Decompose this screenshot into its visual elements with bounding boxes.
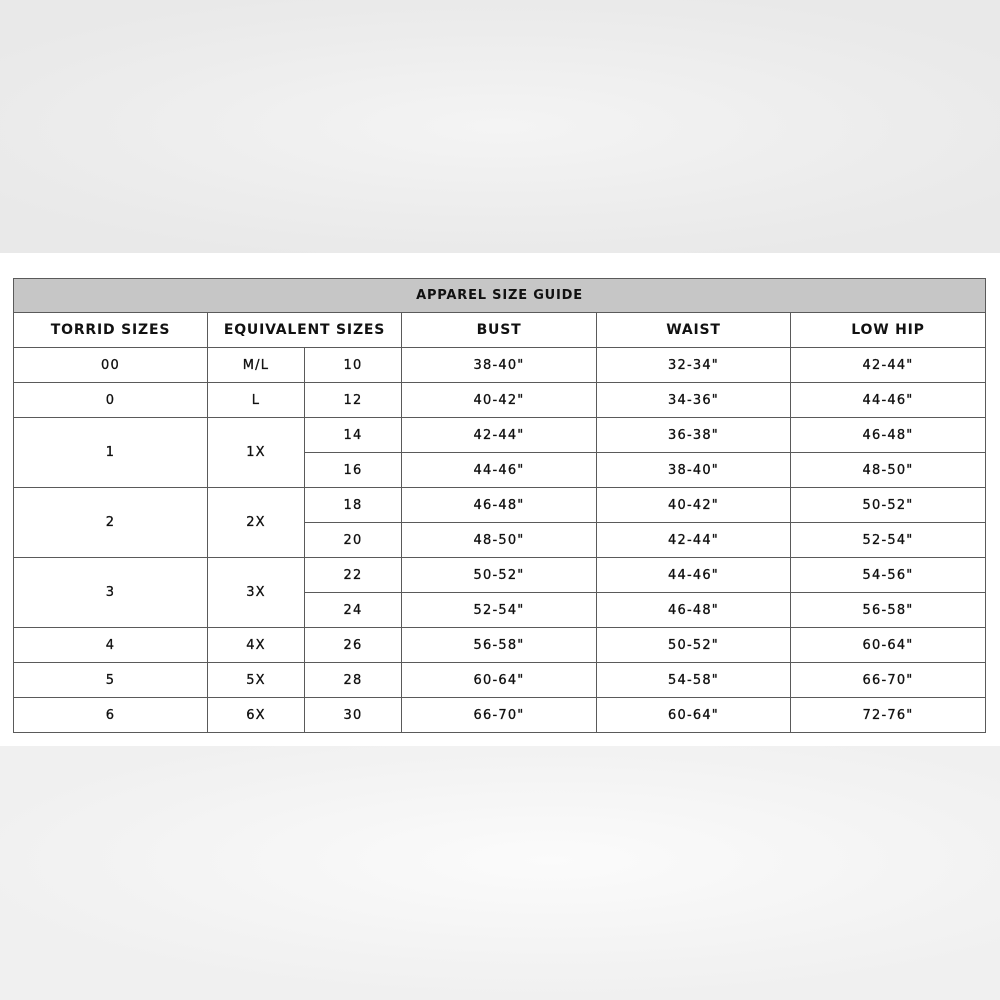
bust-cell: 44-46" [402, 453, 597, 488]
equivalent-size-cell: 4X [208, 628, 305, 663]
numeric-size-cell: 22 [305, 558, 402, 593]
numeric-size-cell: 20 [305, 523, 402, 558]
low-hip-cell: 66-70" [791, 663, 986, 698]
equivalent-size-cell: 1X [208, 418, 305, 488]
torrid-size-cell: 00 [14, 348, 208, 383]
bust-cell: 66-70" [402, 698, 597, 733]
bust-cell: 40-42" [402, 383, 597, 418]
waist-cell: 34-36" [597, 383, 791, 418]
low-hip-cell: 50-52" [791, 488, 986, 523]
size-table-body [14, 348, 986, 733]
header-low-hip: LOW HIP [791, 313, 986, 348]
header-waist: WAIST [597, 313, 791, 348]
bust-cell: 48-50" [402, 523, 597, 558]
table-row [14, 383, 986, 418]
numeric-size-cell: 12 [305, 383, 402, 418]
waist-cell: 44-46" [597, 558, 791, 593]
equivalent-size-cell: 5X [208, 663, 305, 698]
torrid-size-cell: 0 [14, 383, 208, 418]
torrid-size-cell: 3 [14, 558, 208, 628]
low-hip-cell: 56-58" [791, 593, 986, 628]
bust-cell: 50-52" [402, 558, 597, 593]
torrid-size-cell: 6 [14, 698, 208, 733]
bust-cell: 38-40" [402, 348, 597, 383]
numeric-size-cell: 26 [305, 628, 402, 663]
waist-cell: 54-58" [597, 663, 791, 698]
torrid-size-cell: 4 [14, 628, 208, 663]
table-row [14, 418, 986, 453]
bust-cell: 56-58" [402, 628, 597, 663]
waist-cell: 42-44" [597, 523, 791, 558]
equivalent-size-cell: M/L [208, 348, 305, 383]
numeric-size-cell: 30 [305, 698, 402, 733]
low-hip-cell: 44-46" [791, 383, 986, 418]
table-row [14, 488, 986, 523]
table-row [14, 698, 986, 733]
title-row [14, 279, 986, 313]
low-hip-cell: 42-44" [791, 348, 986, 383]
waist-cell: 32-34" [597, 348, 791, 383]
low-hip-cell: 46-48" [791, 418, 986, 453]
torrid-size-cell: 1 [14, 418, 208, 488]
top-background [0, 0, 1000, 253]
waist-cell: 50-52" [597, 628, 791, 663]
size-guide-table [13, 278, 986, 733]
waist-cell: 40-42" [597, 488, 791, 523]
header-equivalent-sizes: EQUIVALENT SIZES [208, 313, 402, 348]
table-title: APPAREL SIZE GUIDE [14, 279, 986, 313]
table-row [14, 628, 986, 663]
waist-cell: 60-64" [597, 698, 791, 733]
numeric-size-cell: 16 [305, 453, 402, 488]
equivalent-size-cell: 3X [208, 558, 305, 628]
header-row [14, 313, 986, 348]
equivalent-size-cell: L [208, 383, 305, 418]
waist-cell: 46-48" [597, 593, 791, 628]
low-hip-cell: 54-56" [791, 558, 986, 593]
torrid-size-cell: 5 [14, 663, 208, 698]
bottom-background [0, 746, 1000, 1000]
bust-cell: 46-48" [402, 488, 597, 523]
low-hip-cell: 60-64" [791, 628, 986, 663]
bust-cell: 60-64" [402, 663, 597, 698]
numeric-size-cell: 28 [305, 663, 402, 698]
header-torrid-sizes: TORRID SIZES [14, 313, 208, 348]
waist-cell: 38-40" [597, 453, 791, 488]
numeric-size-cell: 24 [305, 593, 402, 628]
waist-cell: 36-38" [597, 418, 791, 453]
table-row [14, 663, 986, 698]
low-hip-cell: 48-50" [791, 453, 986, 488]
table-row [14, 558, 986, 593]
low-hip-cell: 52-54" [791, 523, 986, 558]
equivalent-size-cell: 2X [208, 488, 305, 558]
bust-cell: 52-54" [402, 593, 597, 628]
equivalent-size-cell: 6X [208, 698, 305, 733]
bust-cell: 42-44" [402, 418, 597, 453]
header-bust: BUST [402, 313, 597, 348]
low-hip-cell: 72-76" [791, 698, 986, 733]
table-row [14, 348, 986, 383]
numeric-size-cell: 14 [305, 418, 402, 453]
numeric-size-cell: 18 [305, 488, 402, 523]
numeric-size-cell: 10 [305, 348, 402, 383]
torrid-size-cell: 2 [14, 488, 208, 558]
